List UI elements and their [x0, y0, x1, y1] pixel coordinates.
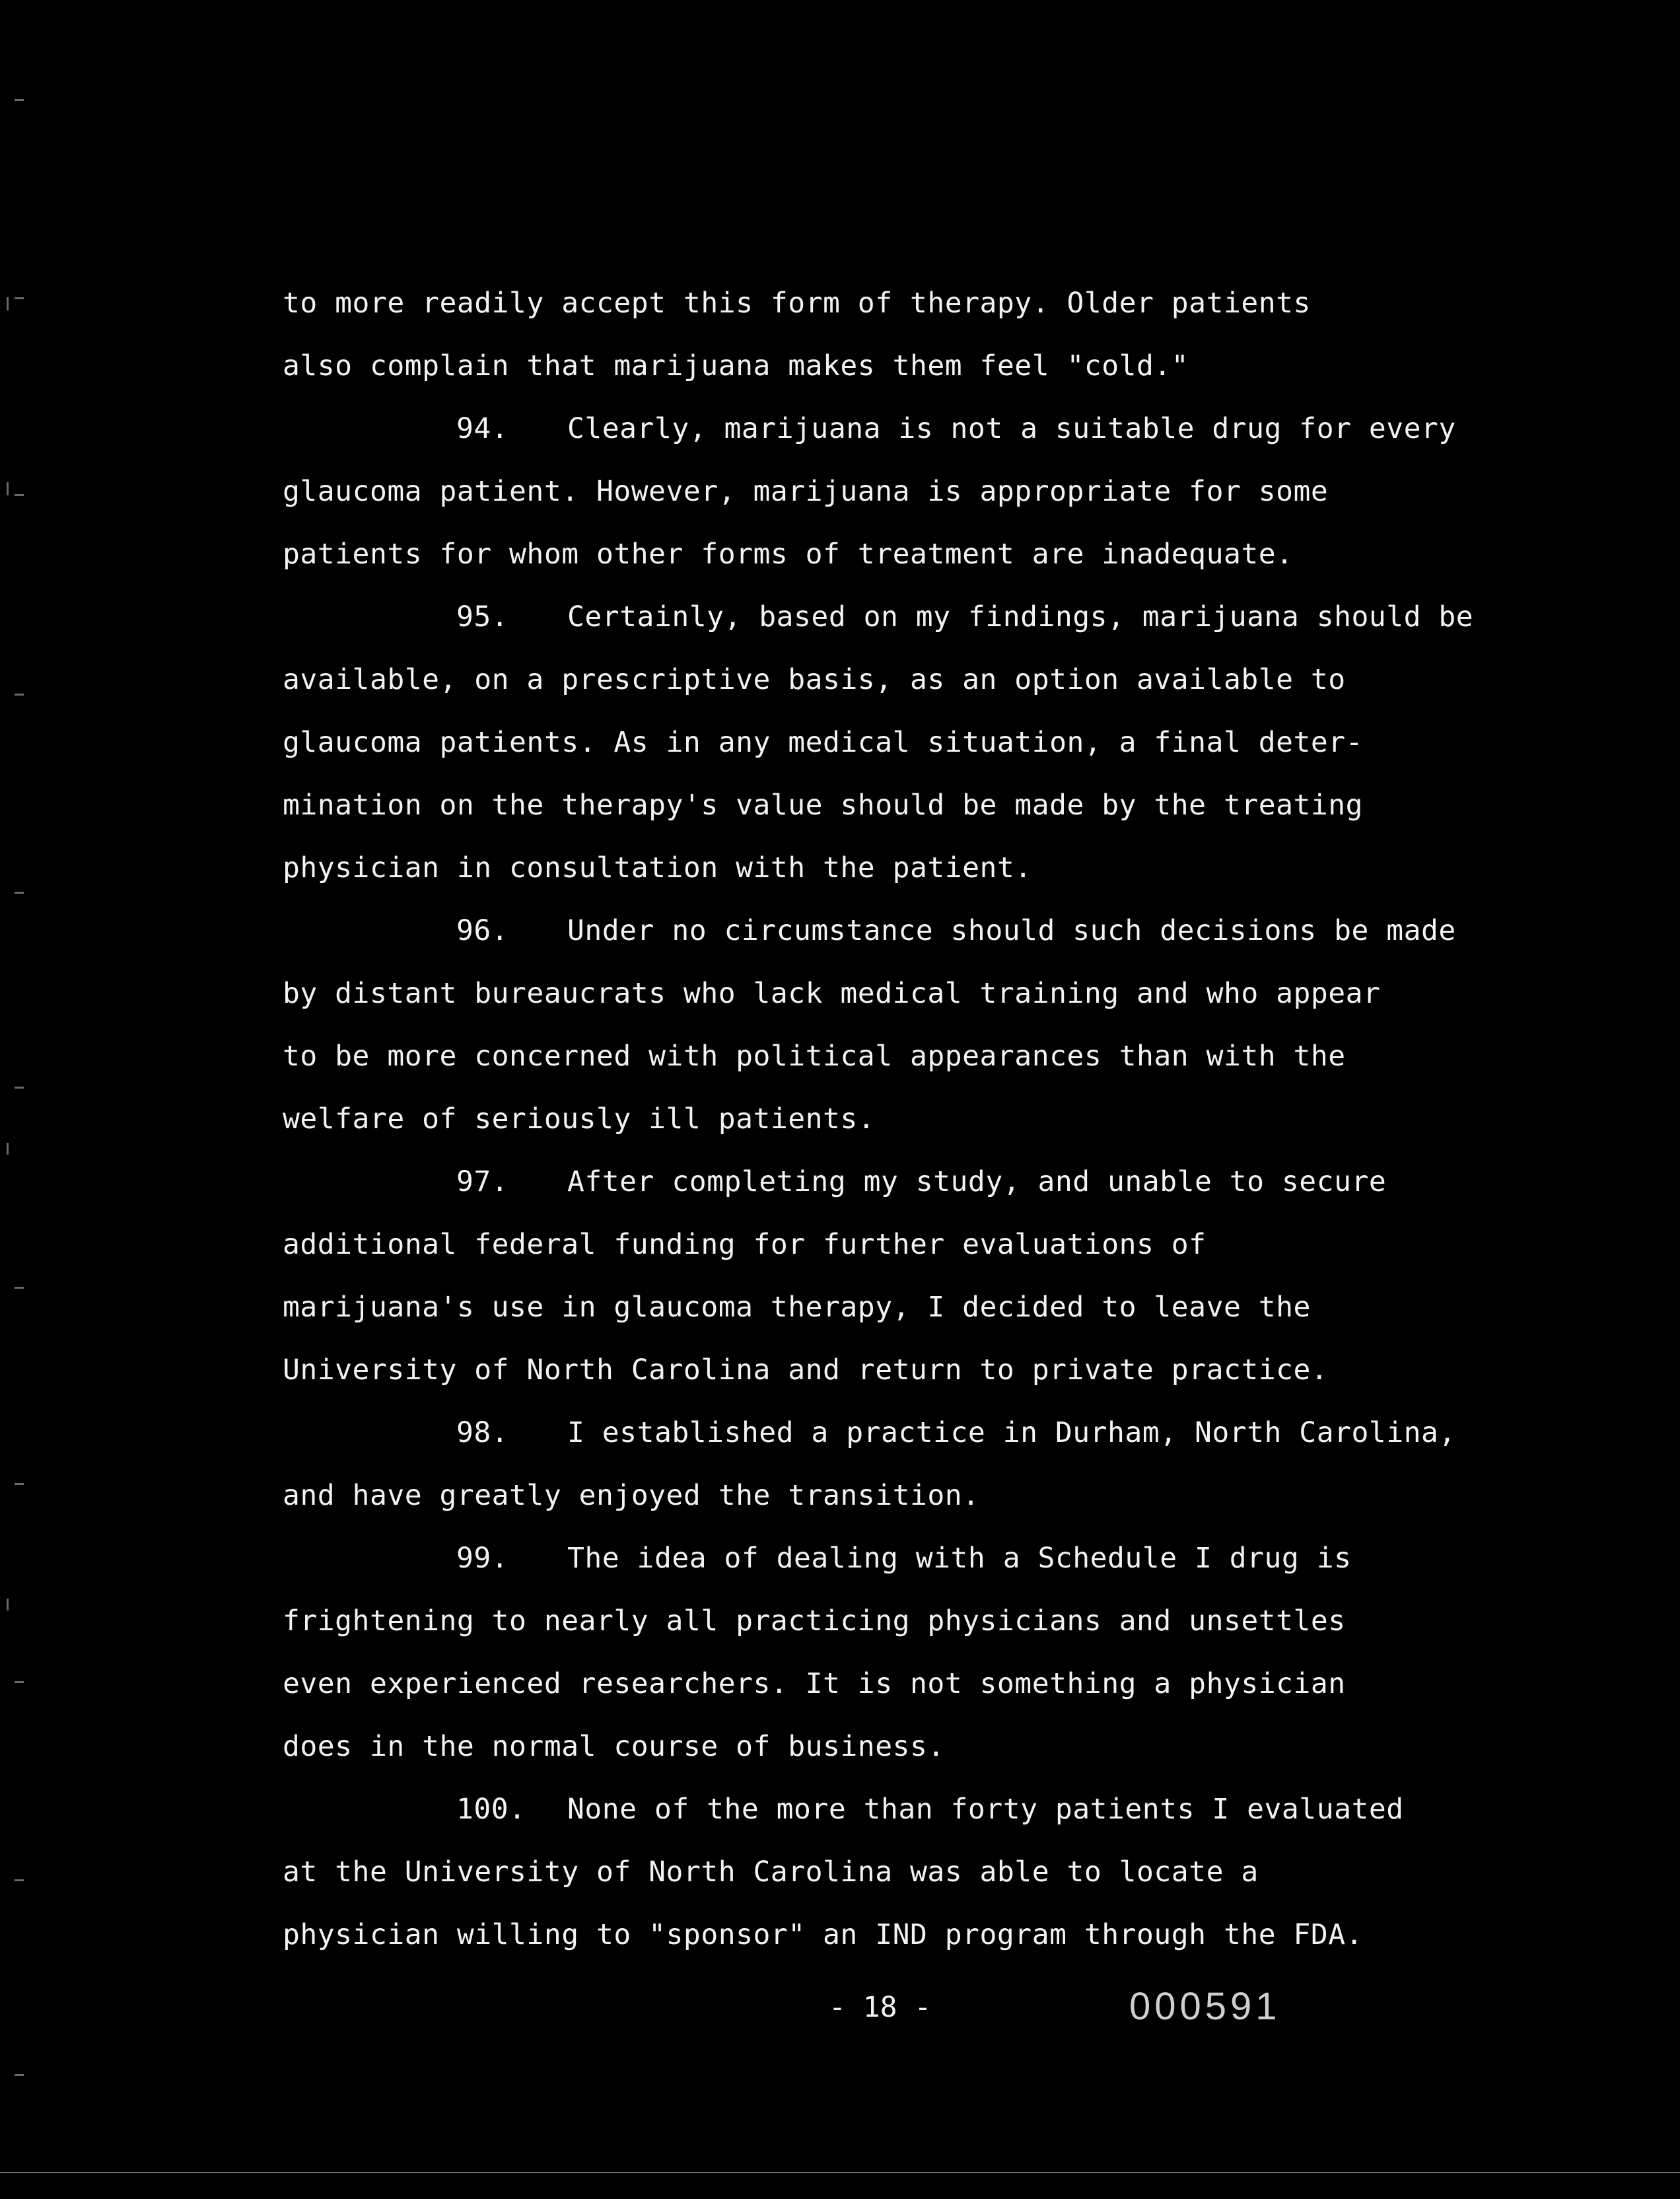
paragraph-98-line	[283, 1402, 1590, 1464]
text-line: by distant bureaucrats who lack medical training and who appear	[283, 977, 1381, 1010]
paragraph-95-line	[283, 586, 1590, 649]
paragraph-number: 97.	[456, 1165, 509, 1198]
text-line-content: After completing my study, and unable to secure	[567, 1165, 1387, 1198]
text-line: does in the normal course of business.	[283, 1730, 945, 1763]
text-line-content: Under no circumstance should such decisions be made	[567, 914, 1456, 947]
text-line: physician in consultation with the patient.	[283, 851, 1032, 884]
paragraph-96-line	[283, 900, 1590, 962]
text-line: available, on a prescriptive basis, as an option available to	[283, 663, 1346, 696]
text-line-content: Certainly, based on my findings, marijuana should be	[567, 600, 1474, 633]
paragraph-97-line	[283, 1151, 1590, 1213]
text-line: at the University of North Carolina was able to locate a	[283, 1856, 1259, 1889]
paragraph-94-line	[283, 398, 1590, 460]
paragraph-number: 96.	[456, 914, 509, 947]
text-line: marijuana's use in glaucoma therapy, I decided to leave the	[283, 1291, 1311, 1324]
text-line: to more readily accept this form of therapy. Older patients	[283, 287, 1311, 320]
text-line-content: I established a practice in Durham, North Carolina,	[567, 1416, 1456, 1449]
text-line: to be more concerned with political appearances than with the	[283, 1040, 1346, 1073]
paragraph-99-line	[283, 1527, 1590, 1590]
paragraph-number: 99.	[456, 1542, 509, 1575]
text-line-content: The idea of dealing with a Schedule I drug is	[567, 1542, 1352, 1575]
text-line: glaucoma patients. As in any medical situation, a final deter-	[283, 726, 1364, 759]
text-line-content: Clearly, marijuana is not a suitable drug for every	[567, 412, 1456, 445]
text-line: glaucoma patient. However, marijuana is appropriate for some	[283, 475, 1329, 508]
page-number: - 18 -	[829, 1991, 932, 2024]
text-line: frightening to nearly all practicing physicians and unsettles	[283, 1604, 1346, 1638]
text-line-content: None of the more than forty patients I evaluated	[567, 1793, 1404, 1826]
text-line: University of North Carolina and return to private practice.	[283, 1353, 1329, 1387]
text-line: also complain that marijuana makes them feel "cold."	[283, 349, 1189, 382]
paragraph-number: 98.	[456, 1416, 509, 1449]
text-line: additional federal funding for further evaluations of	[283, 1228, 1207, 1261]
paragraph-number: 95.	[456, 600, 509, 633]
body-text	[283, 272, 1590, 1966]
text-line: welfare of seriously ill patients.	[283, 1102, 876, 1136]
paragraph-number: 100.	[456, 1793, 526, 1826]
bates-number: 000591	[1129, 1985, 1281, 2028]
text-line: even experienced researchers. It is not something a physician	[283, 1667, 1346, 1700]
paragraph-number: 94.	[456, 412, 509, 445]
text-line: and have greatly enjoyed the transition.	[283, 1479, 980, 1512]
text-line: physician willing to "sponsor" an IND program through the FDA.	[283, 1918, 1364, 1951]
text-line: patients for whom other forms of treatment are inadequate.	[283, 538, 1294, 571]
paragraph-100-line	[283, 1778, 1590, 1841]
text-line: mination on the therapy's value should be made by the treating	[283, 789, 1364, 822]
